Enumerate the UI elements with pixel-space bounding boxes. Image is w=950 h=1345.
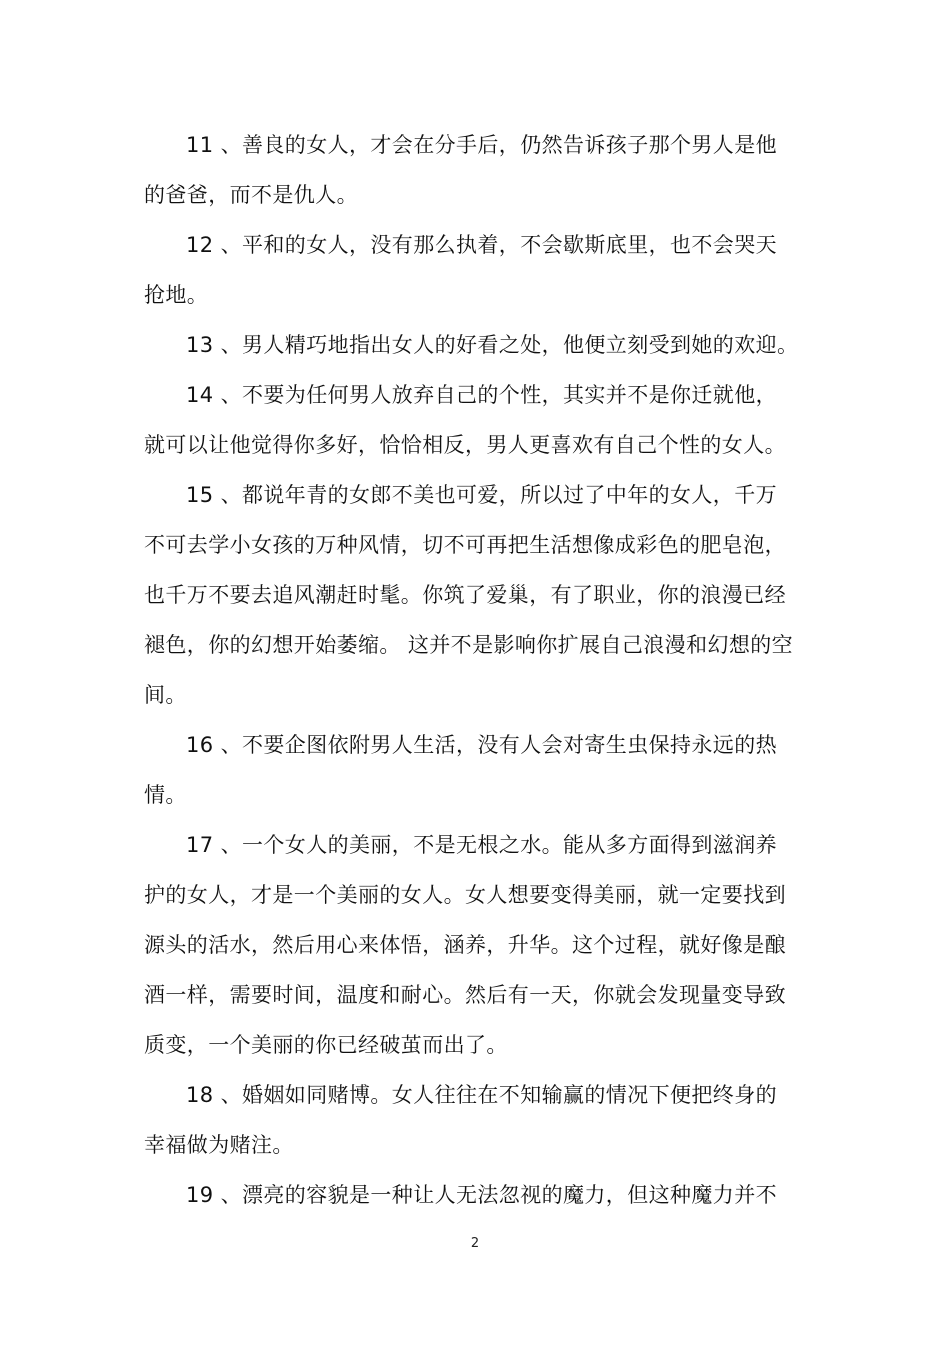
paragraph-15-line-4: 褪色，你的幻想开始萎缩。 这并不是影响你扩展自己浪漫和幻想的空 bbox=[144, 633, 794, 657]
paragraph-15-line-1: 15 、都说年青的女郎不美也可爱，所以过了中年的女人，千万 bbox=[186, 483, 777, 507]
paragraph-15-line-5: 间。 bbox=[144, 683, 187, 707]
paragraph-11-line-2: 的爸爸，而不是仇人。 bbox=[144, 183, 358, 207]
paragraph-12-line-2: 抢地。 bbox=[144, 283, 209, 307]
paragraph-11-line-1: 11 、善良的女人，才会在分手后，仍然告诉孩子那个男人是他 bbox=[186, 133, 777, 157]
paragraph-12-line-1: 12 、平和的女人，没有那么执着，不会歇斯底里，也不会哭天 bbox=[186, 233, 777, 257]
paragraph-14-line-1: 14 、不要为任何男人放弃自己的个性，其实并不是你迁就他， bbox=[186, 383, 777, 407]
paragraph-15-line-2: 不可去学小女孩的万种风情，切不可再把生活想像成彩色的肥皂泡， bbox=[144, 533, 786, 557]
paragraph-17-line-4: 酒一样，需要时间，温度和耐心。然后有一天，你就会发现量变导致 bbox=[144, 983, 786, 1007]
paragraph-14-line-2: 就可以让他觉得你多好，恰恰相反，男人更喜欢有自己个性的女人。 bbox=[144, 433, 786, 457]
paragraph-13-line-1: 13 、男人精巧地指出女人的好看之处，他便立刻受到她的欢迎。 bbox=[186, 333, 799, 357]
paragraph-16-line-2: 情。 bbox=[144, 783, 187, 807]
page-number: 2 bbox=[470, 1236, 480, 1251]
paragraph-15-line-3: 也千万不要去追风潮赶时髦。你筑了爱巢，有了职业，你的浪漫已经 bbox=[144, 583, 786, 607]
paragraph-18-line-1: 18 、婚姻如同赌博。女人往往在不知输赢的情况下便把终身的 bbox=[186, 1083, 777, 1107]
paragraph-17-line-5: 质变，一个美丽的你已经破茧而出了。 bbox=[144, 1033, 508, 1057]
paragraph-18-line-2: 幸福做为赌注。 bbox=[144, 1133, 294, 1157]
paragraph-17-line-3: 源头的活水，然后用心来体悟，涵养，升华。这个过程，就好像是酿 bbox=[144, 933, 786, 957]
paragraph-16-line-1: 16 、不要企图依附男人生活，没有人会对寄生虫保持永远的热 bbox=[186, 733, 777, 757]
paragraph-19-line-1: 19 、漂亮的容貌是一种让人无法忽视的魔力，但这种魔力并不 bbox=[186, 1183, 777, 1207]
paragraph-17-line-2: 护的女人，才是一个美丽的女人。女人想要变得美丽，就一定要找到 bbox=[144, 883, 786, 907]
paragraph-17-line-1: 17 、一个女人的美丽，不是无根之水。能从多方面得到滋润养 bbox=[186, 833, 777, 857]
